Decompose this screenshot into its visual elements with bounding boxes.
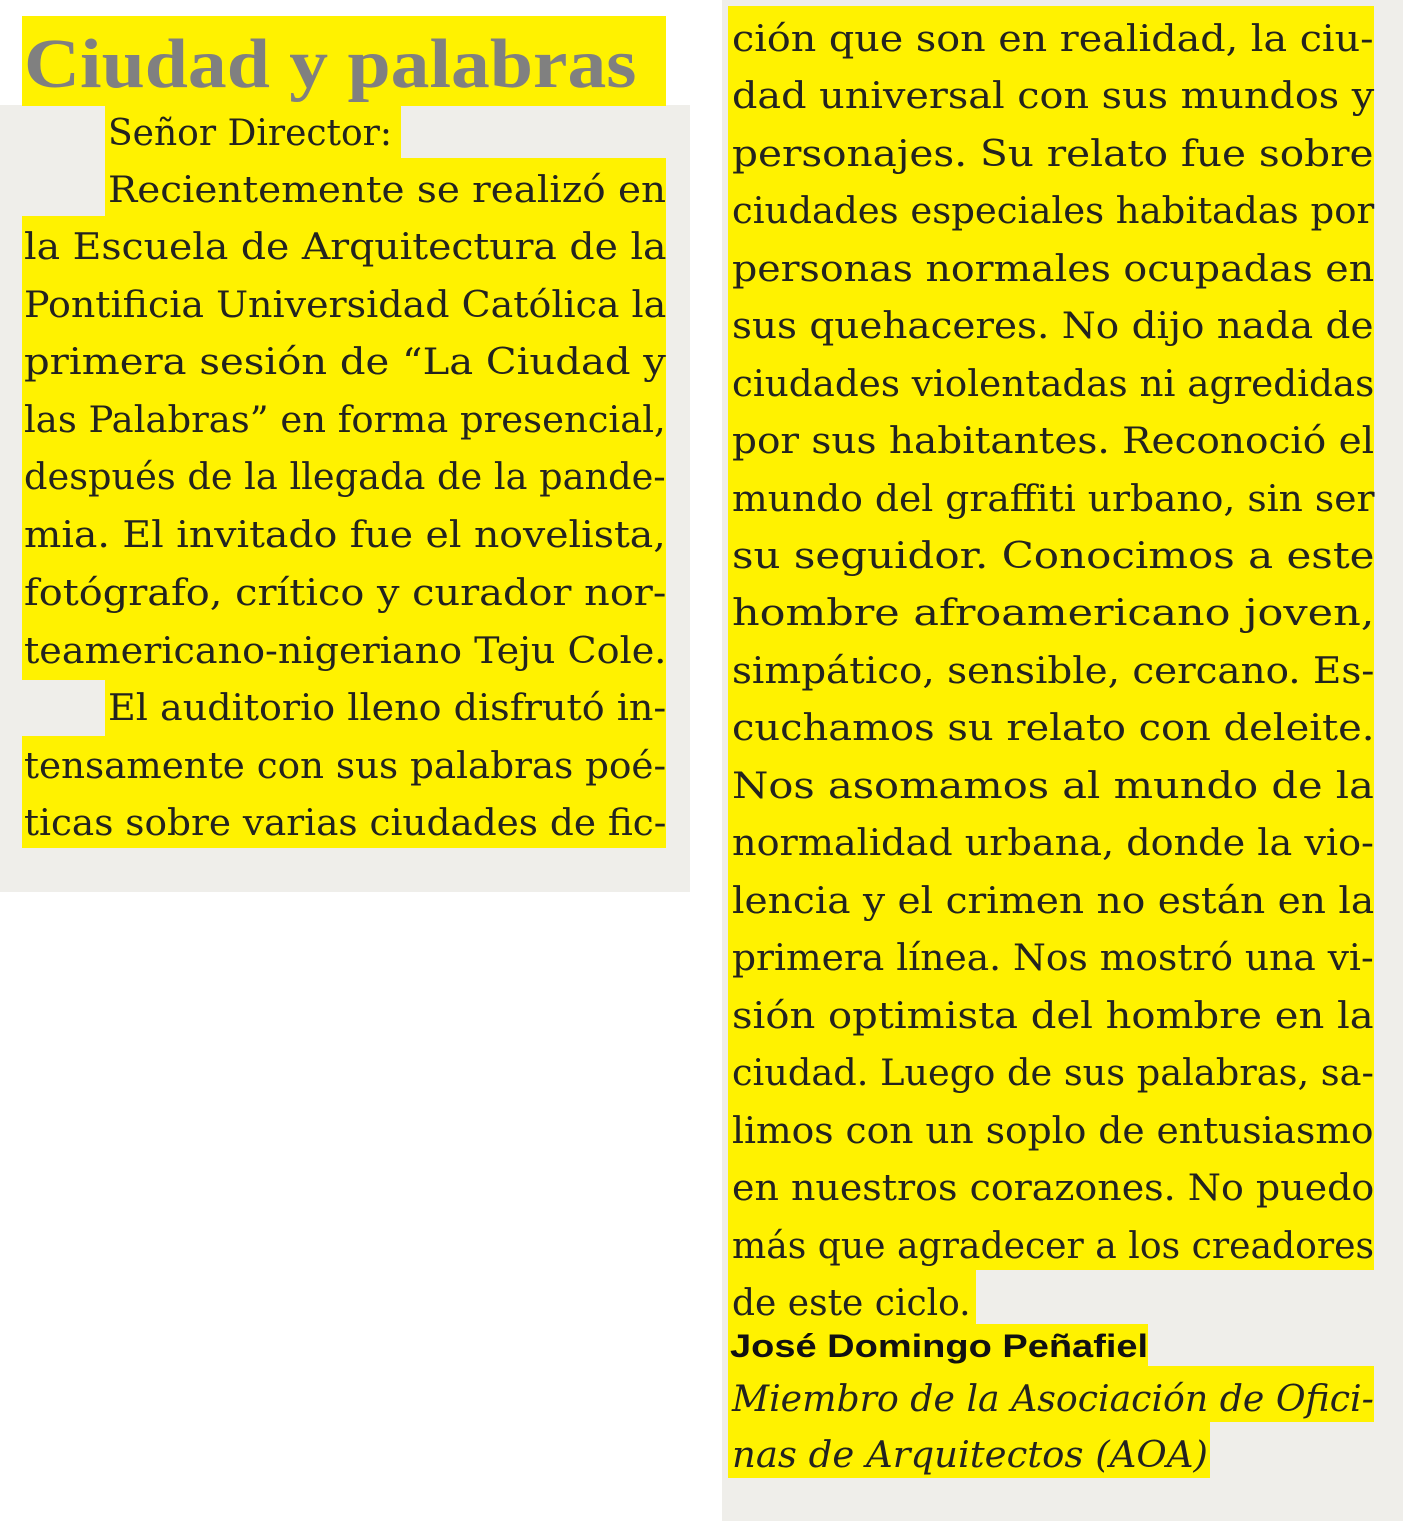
body-line: sión optimista del hombre en la bbox=[732, 996, 1374, 1037]
body-line: dad universal con sus mundos y bbox=[732, 76, 1375, 117]
body-line: sus quehaceres. No dijo nada de bbox=[732, 306, 1374, 347]
body-line: El auditorio lleno disfrutó in- bbox=[108, 688, 667, 729]
body-line: Nos asomamos al mundo de la bbox=[732, 766, 1374, 807]
body-line: teamericano-nigeriano Teju Cole. bbox=[24, 631, 667, 672]
body-line: personajes. Su relato fue sobre bbox=[732, 134, 1374, 175]
body-line: simpático, sensible, cercano. Es- bbox=[732, 651, 1375, 692]
author-name: José Domingo Peñafiel bbox=[730, 1328, 1149, 1364]
body-line: en nuestros corazones. No puedo bbox=[732, 1168, 1375, 1209]
author-affiliation-line: nas de Arquitectos (AOA) bbox=[732, 1435, 1208, 1476]
body-line: hombre afroamericano joven, bbox=[732, 593, 1375, 634]
body-line: limos con un soplo de entusiasmo bbox=[732, 1111, 1374, 1152]
body-line: cuchamos su relato con deleite. bbox=[732, 708, 1375, 749]
salutation: Señor Director: bbox=[108, 113, 393, 154]
body-line: más que agradecer a los creadores bbox=[732, 1226, 1375, 1267]
body-line: lencia y el crimen no están en la bbox=[732, 881, 1375, 922]
body-line: por sus habitantes. Reconoció el bbox=[732, 421, 1375, 462]
body-line: personas normales ocupadas en bbox=[732, 249, 1375, 290]
body-line: mia. El invitado fue el novelista, bbox=[24, 515, 666, 556]
body-line: primera línea. Nos mostró una vi- bbox=[732, 938, 1374, 979]
body-line: ciudades especiales habitadas por bbox=[732, 191, 1375, 232]
body-line: ciudad. Luego de sus palabras, sa- bbox=[732, 1053, 1374, 1094]
body-line: normalidad urbana, donde la vio- bbox=[732, 823, 1374, 864]
letter-title: Ciudad y palabras bbox=[24, 26, 637, 103]
body-line: después de la llegada de la pande- bbox=[24, 457, 666, 498]
author-affiliation-line: Miembro de la Asociación de Ofici- bbox=[732, 1379, 1374, 1420]
body-line: de este ciclo. bbox=[732, 1283, 971, 1324]
body-line: fotógrafo, crítico y curador nor- bbox=[24, 573, 667, 614]
body-line: primera sesión de “La Ciudad y bbox=[24, 342, 666, 383]
body-line: ciudades violentadas ni agredidas bbox=[732, 364, 1375, 405]
body-line: Pontificia Universidad Católica la bbox=[24, 285, 667, 326]
body-line: Recientemente se realizó en bbox=[108, 170, 666, 211]
body-line: tensamente con sus palabras poé- bbox=[24, 746, 667, 787]
body-line: mundo del graffiti urbano, sin ser bbox=[732, 479, 1375, 520]
body-line: la Escuela de Arquitectura de la bbox=[24, 227, 667, 268]
body-line: ticas sobre varias ciudades de fic- bbox=[24, 803, 667, 844]
body-line: ción que son en realidad, la ciu- bbox=[732, 19, 1374, 60]
body-line: su seguidor. Conocimos a este bbox=[732, 536, 1375, 577]
body-line: las Palabras” en forma presencial, bbox=[24, 400, 666, 441]
